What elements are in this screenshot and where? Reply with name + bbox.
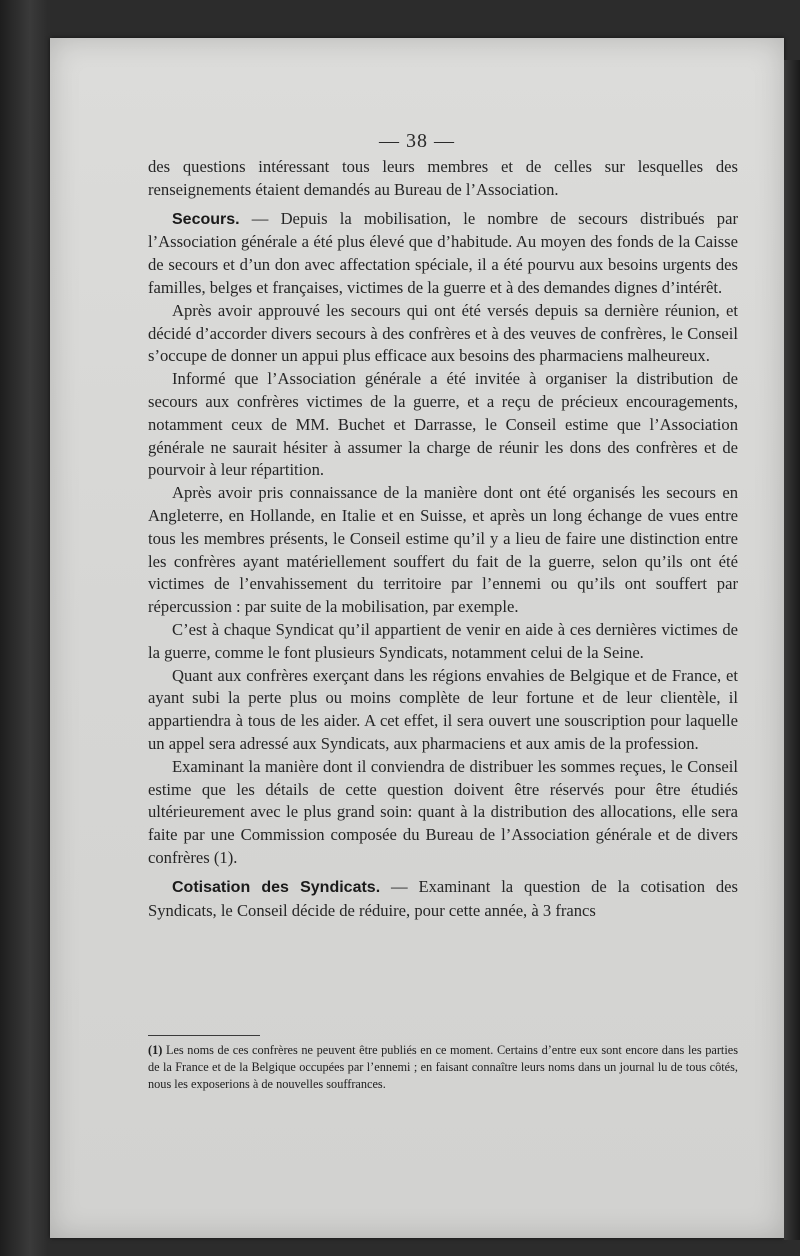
page-edge-shadow (784, 60, 800, 1240)
body-text (148, 156, 738, 922)
paragraph: Après avoir approuvé les secours qui ont été versés depuis sa dernière réunion, et décidé d’accorder divers secours à des confrères et à des veuves de confrères, le Conseil s’occupe de donner un appui plus efficace aux besoins des pharmaciens malheureux. (148, 300, 738, 366)
paragraph-cotisation: Cotisation des Syndicats. — Examinant la question de la cotisation des Syndicats, le Conseil décide de réduire, pour cette année, à 3 francs (148, 876, 738, 920)
section-heading-secours: Secours. (172, 210, 240, 228)
footnote (148, 1042, 738, 1093)
paragraph: Après avoir pris connaissance de la manière dont ont été organisés les secours en Angleterre, en Hollande, en Italie et en Suisse, et après un long échange de vues entre tous les membres présents, le Conseil estime qu’il y a lieu de faire une distinction entre les confrères ayant matériellement souffert du fait de la guerre, selon qu’ils ont été victimes de l’envahissement du territoire par l’ennemi ou qu’ils ont souffert par répercussion : par suite de la mobilisation, par exemple. (148, 483, 738, 617)
footnote-marker: (1) (148, 1043, 163, 1057)
footnote-rule (148, 1035, 260, 1036)
book-page (50, 38, 784, 1238)
paragraph: Quant aux confrères exerçant dans les régions envahies de Belgique et de France, et ayant subi la perte plus ou moins complète de leur fortune et de leur clientèle, il appartiendra à tous de les aider. A cet effet, il sera ouvert une souscription pour laquelle un appel sera adressé aux Syndicats, aux pharmaciens et aux amis de la profession. (148, 665, 738, 753)
footnote-text: Les noms de ces confrères ne peuvent être publiés en ce moment. Certains d’entre eux sont encore dans les parties de la France et de la Belgique occupées par l’ennemi ; en faisant connaître leurs noms dans un journal lu de tous côtés, nous les exposerions à de nouvelles souffrances. (148, 1043, 738, 1091)
paragraph: C’est à chaque Syndicat qu’il appartient de venir en aide à ces dernières victimes de la guerre, comme le font plusieurs Syndicats, notamment celui de la Seine. (148, 619, 738, 662)
paragraph-secours: Secours. — Depuis la mobilisation, le nombre de secours distribués par l’Association générale a été plus élevé que d’habitude. Au moyen des fonds de la Caisse de secours et d’un don avec affectation spéciale, il a été pourvu aux besoins urgents des familles, belges et françaises, victimes de la guerre et à des demandes dignes d’intérêt. (148, 208, 738, 297)
paragraph: Informé que l’Association générale a été invitée à organiser la distribution de secours aux confrères victimes de la guerre, et a reçu de précieux encouragements, notamment ceux de MM. Buchet et Darrasse, le Conseil estime que l’Association générale ne saurait hésiter à assumer la charge de réunir les dons des confrères et de pourvoir à leur répartition. (148, 369, 738, 480)
paragraph: Examinant la manière dont il conviendra de distribuer les sommes reçues, le Conseil estime que les détails de cette question doivent être réservés pour être étudiés ultérieurement avec le plus grand soin: quant à la distribution des allocations, elle sera faite par une Commission composée du Bureau de l’Association générale et de divers confrères (1). (148, 756, 738, 867)
paragraph-continuation: des questions intéressant tous leurs membres et de celles sur lesquelles des renseignements étaient demandés au Bureau de l’Association. (148, 157, 738, 199)
section-heading-cotisation: Cotisation des Syndicats. (172, 878, 381, 896)
page-number: — 38 — (379, 130, 455, 152)
